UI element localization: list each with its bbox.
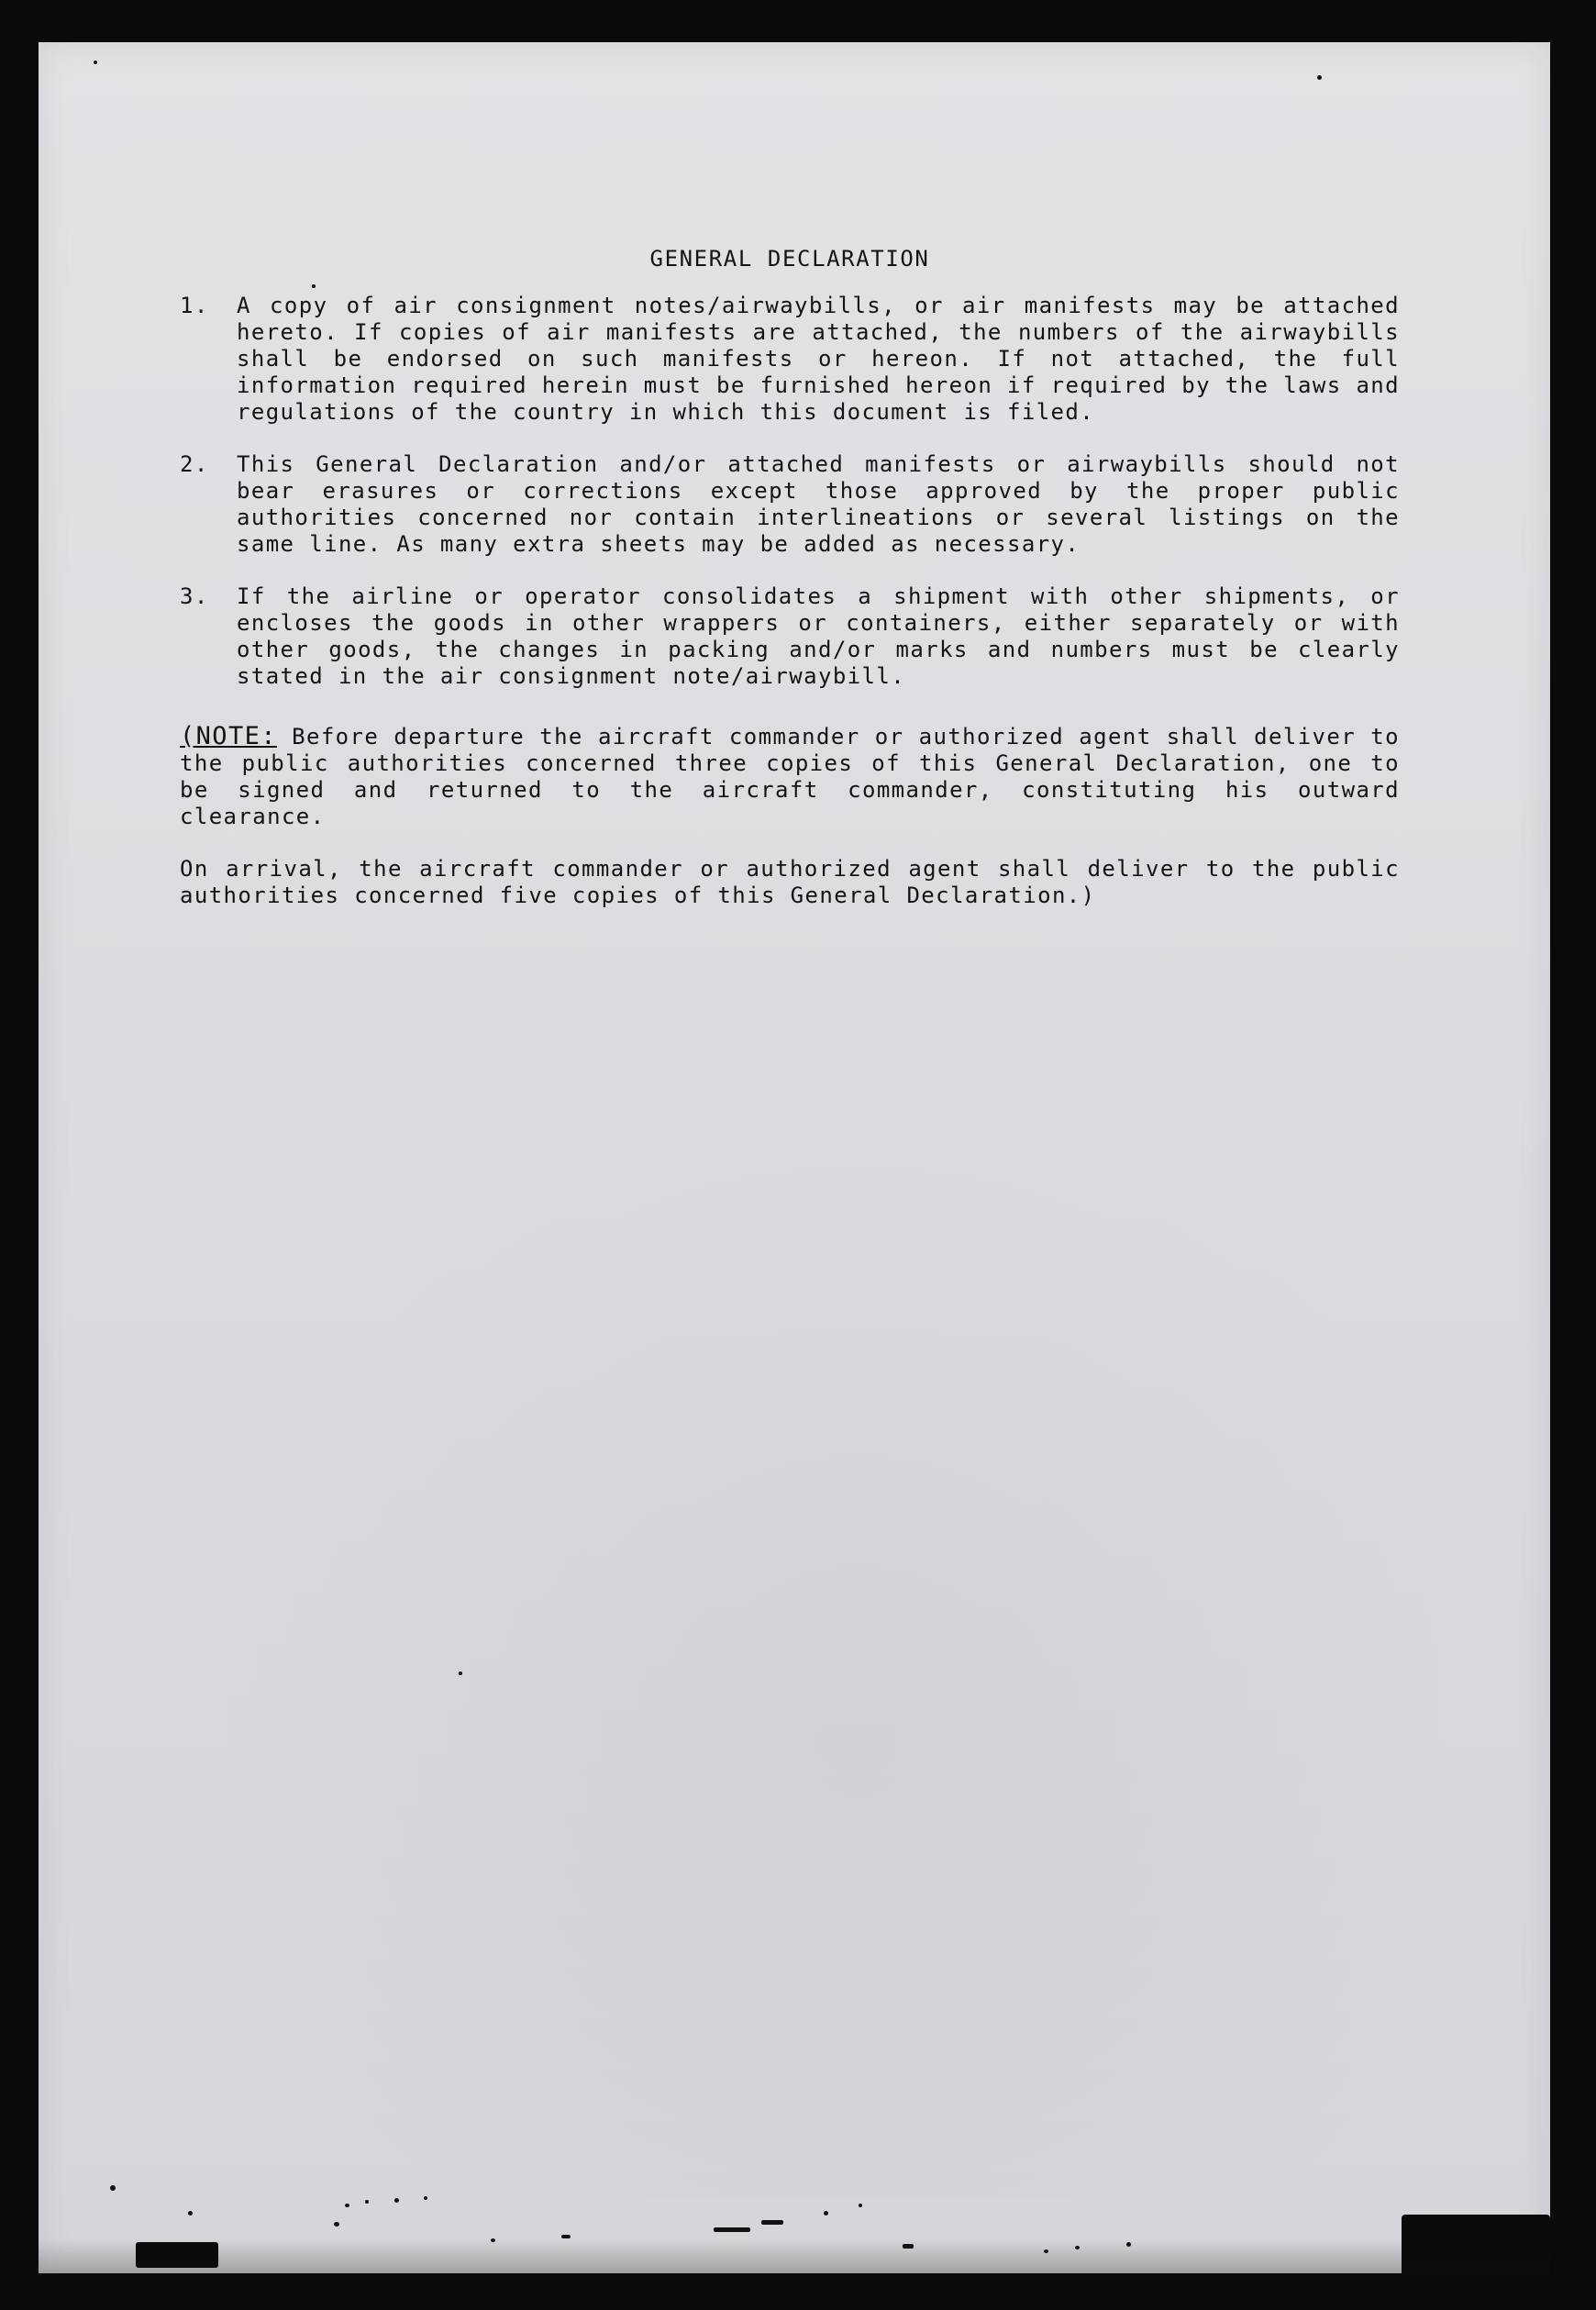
item-number: 3. <box>180 583 209 609</box>
speck <box>459 1671 462 1675</box>
note-text: Before departure the aircraft commander or authorized agent shall deliver to the public authorities concerned three copies of this General Declaration, one to be signed and returned to the aircraft commander, constituting his outward clearance. <box>180 724 1400 829</box>
speck <box>345 2204 349 2207</box>
page-bottom-edge <box>39 2238 1550 2275</box>
speck <box>188 2211 193 2216</box>
speck <box>714 2227 750 2232</box>
item-text: If the airline or operator consolidates a shipment with other shipments, or encloses the goods in other wrappers or containers, either separately or with other goods, the changes in packing and/or marks and numbers must be clearly stated in the air consignment note/airwaybill. <box>237 583 1400 689</box>
speck <box>334 2222 339 2227</box>
speck <box>859 2204 862 2207</box>
note-label: (NOTE: <box>180 722 277 750</box>
speck <box>94 61 97 64</box>
declaration-text <box>180 246 1400 909</box>
speck <box>312 284 316 288</box>
item-text: This General Declaration and/or attached manifests or airwaybills should not bear erasures or corrections except those approved by the proper public authorities concerned nor contain interlineations or several listings on the same line. As many extra sheets may be added as necessary. <box>237 451 1400 557</box>
instruction-item-1 <box>180 293 1400 426</box>
arrival-paragraph: On arrival, the aircraft commander or authorized agent shall deliver to the public authorities concerned five copies of this General Declaration.) <box>180 856 1400 908</box>
show-through-shadow <box>149 1051 1440 2198</box>
item-text: A copy of air consignment notes/airwaybills, or air manifests may be attached hereto. If copies of air manifests are attached, the numbers of the airwaybills shall be endorsed on such manifests or hereon. If not attached, the full information required herein must be furnished hereon if required by the laws and regulations of the country in which this document is filed. <box>237 293 1400 425</box>
note-paragraph <box>180 723 1400 830</box>
instruction-item-2 <box>180 451 1400 558</box>
speck <box>424 2196 427 2200</box>
speck <box>365 2200 369 2204</box>
instruction-item-3 <box>180 583 1400 690</box>
speck <box>824 2211 828 2216</box>
item-number: 2. <box>180 451 209 477</box>
document-title: GENERAL DECLARATION <box>649 246 930 272</box>
speck <box>394 2198 399 2203</box>
speck <box>1317 75 1322 80</box>
speck <box>761 2220 783 2225</box>
speck <box>110 2185 116 2191</box>
item-number: 1. <box>180 293 209 318</box>
